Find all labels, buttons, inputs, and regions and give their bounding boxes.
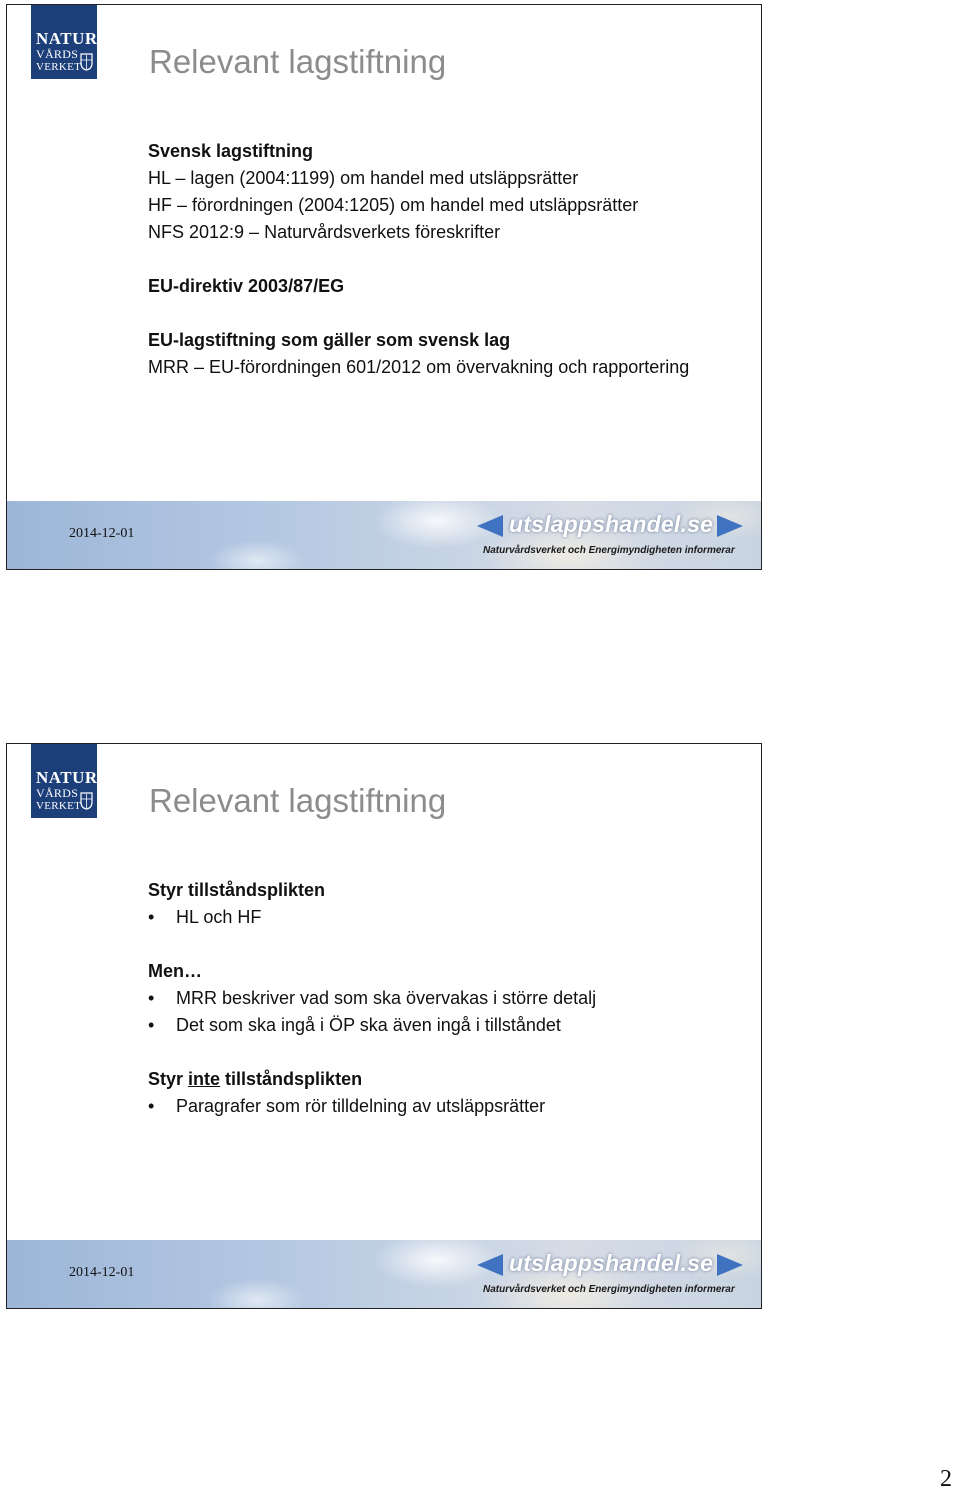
crest-icon	[80, 792, 93, 810]
brand-tagline: Naturvårdsverket och Energimyndigheten informerar	[483, 1284, 735, 1295]
heading-men: Men…	[148, 961, 202, 981]
brand-name: utslappshandel.se	[509, 1250, 714, 1276]
list-item-text: Paragrafer som rör tilldelning av utsläppsrätter	[176, 1096, 546, 1116]
slide-title: Relevant lagstiftning	[149, 43, 447, 80]
text-line: NFS 2012:9 – Naturvårdsverkets föreskrifter	[148, 222, 501, 242]
underlined-word: inte	[188, 1069, 221, 1089]
crest-icon	[80, 53, 93, 71]
list-item-text: HL och HF	[176, 907, 262, 927]
logo-text-line3: VERKET	[36, 800, 82, 812]
list-item	[148, 904, 596, 931]
logo-text-line2: VÅRDS	[36, 786, 79, 800]
list-item	[148, 1012, 596, 1039]
brand-tagline: Naturvårdsverket och Energimyndigheten informerar	[483, 545, 735, 556]
heading-eu-direktiv: EU-direktiv 2003/87/EG	[148, 276, 345, 296]
list-item	[148, 1093, 596, 1120]
logo-text-line2: VÅRDS	[36, 47, 79, 61]
arrow-right-icon	[717, 1254, 743, 1276]
slide-2-body	[148, 877, 596, 1120]
slide-1-body	[148, 138, 689, 381]
bullet-icon: •	[148, 1015, 155, 1035]
heading-eu-lagstiftning: EU-lagstiftning som gäller som svensk lag	[148, 330, 511, 350]
arrow-left-icon	[477, 1254, 503, 1276]
list-item	[148, 985, 596, 1012]
footer-date: 2014-12-01	[69, 1265, 135, 1280]
slide-title: Relevant lagstiftning	[149, 782, 447, 819]
slide-1	[6, 4, 762, 570]
arrow-left-icon	[477, 515, 503, 537]
text-line: HF – förordningen (2004:1205) om handel med utsläppsrätter	[148, 195, 639, 215]
brand-name: utslappshandel.se	[509, 511, 714, 537]
bullet-icon: •	[148, 907, 155, 927]
bullet-icon: •	[148, 1096, 155, 1116]
slide-footer	[7, 1240, 761, 1308]
slide-2	[6, 743, 762, 1309]
logo-text-line1: NATUR	[36, 768, 98, 787]
naturvardsverket-logo	[31, 744, 97, 818]
naturvardsverket-logo	[31, 5, 97, 79]
page-number: 2	[940, 1466, 952, 1492]
heading-styr-tillstandsplikten: Styr tillståndsplikten	[148, 880, 326, 900]
arrow-right-icon	[717, 515, 743, 537]
heading-styr-inte-tillstandsplikten: Styr inte tillståndsplikten	[148, 1069, 363, 1089]
list-item-text: Det som ska ingå i ÖP ska även ingå i tillståndet	[176, 1015, 561, 1035]
heading-svensk-lagstiftning: Svensk lagstiftning	[148, 141, 314, 161]
logo-text-line1: NATUR	[36, 29, 98, 48]
list-item-text: MRR beskriver vad som ska övervakas i större detalj	[176, 988, 597, 1008]
footer-date: 2014-12-01	[69, 526, 135, 541]
logo-text-line3: VERKET	[36, 61, 82, 73]
text-line: MRR – EU-förordningen 601/2012 om övervakning och rapportering	[148, 357, 690, 377]
slide-footer	[7, 501, 761, 569]
text-line: HL – lagen (2004:1199) om handel med utsläppsrätter	[148, 168, 579, 188]
bullet-icon: •	[148, 988, 155, 1008]
